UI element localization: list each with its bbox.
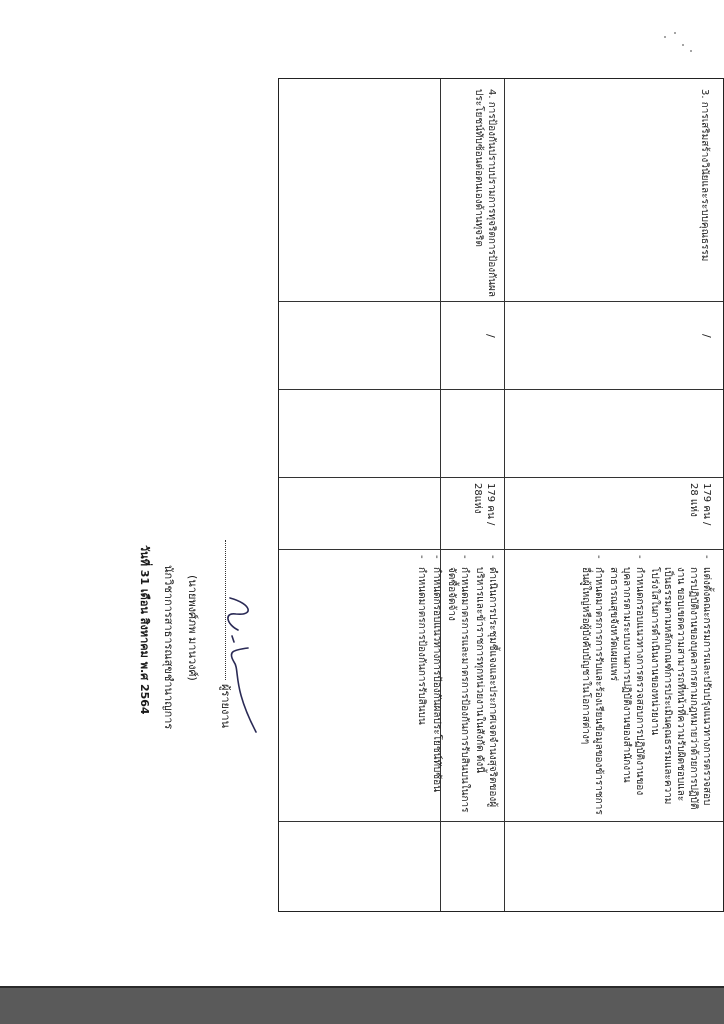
reporter-position: นักวิชาการสาธารณสุขชำนาญการ	[162, 565, 175, 730]
signature-line	[218, 540, 232, 728]
row3-count-places: 28 แห่ง	[688, 483, 699, 517]
row4-activity: - กำหนดกรอบแนวทางการป้องกันผลประโยชน์ทับซ้อน	[430, 555, 443, 815]
row4-topic: 4. การป้องกันปราบปรามการทุจริตการป้องกันผลประโยชน์ทับซ้อนต่อตนเองด้านทุจริต	[473, 89, 497, 298]
row4-activity: - กำหนดมาตรการและมาตรการป้องกันการรับสินบนในการจัดซื้อจัดจ้าง	[445, 555, 471, 815]
row3-mark: /	[700, 334, 713, 338]
row3-count-people: 179 คน /	[701, 483, 712, 526]
row4-mark: /	[484, 334, 497, 338]
row3-activity: - กำหนดกรอบแนวทางการตรวจสอบการปฏิบัติงานของบุคลากรตามระบบงานการปฏิบัติงานของสำนักงานสาธารณสุขจังหวัดเผยแพร่	[607, 555, 646, 815]
row3-topic: 3. การเสริมสร้างวินัยและระบบคุณธรรม	[699, 89, 710, 262]
row4-count-places: 28แห่ง	[472, 483, 483, 514]
row3-activity: - แต่งตั้งคณะกรรมการและปรับปรุงแนวทางการตรวจสอบการปฏิบัติงานของบุคลากรตามกฎหมายว่าด้วยการปฏิบัติงาน ขอบเขตความสามารถที่หน้าที่ความรับผิดชอบและเป็นธรรมตามหลักเกณฑ์การประเมินคุณธรรมและความโปร่งใสในการดำเนินงานของหน่วยงาน	[648, 555, 713, 815]
row4-count-people: 179 คน /	[485, 483, 496, 526]
reporter-name: (นายพงศ์ภพ มานวงศ์)	[186, 575, 199, 681]
reporter-label: ผู้รายงาน	[219, 684, 232, 729]
row3-activity: - กำหนดมาตรการการรับและร้องเรียนข้อมูลของข้าราชการอื่นผู้ใหญ่หรือผู้บังคับบัญชาในโอกาสต่างๆ	[579, 555, 605, 815]
signature-dotted-line	[225, 540, 226, 680]
report-date: วันที่ 31 เดือน สิงหาคม พ.ศ 2564	[138, 545, 151, 715]
row4-activity: - กำหนดมาตรการป้องกันการรับสินบน	[415, 555, 428, 815]
row4-activity: - ดำเนินการประชุมชี้แจงและประกาศเจตจำนงสุจริตของผู้บริหารและข้าราชการทุกหน่วยงานในสังกัด ดังนี้	[473, 555, 499, 815]
scanner-bottom-edge	[0, 986, 724, 1024]
